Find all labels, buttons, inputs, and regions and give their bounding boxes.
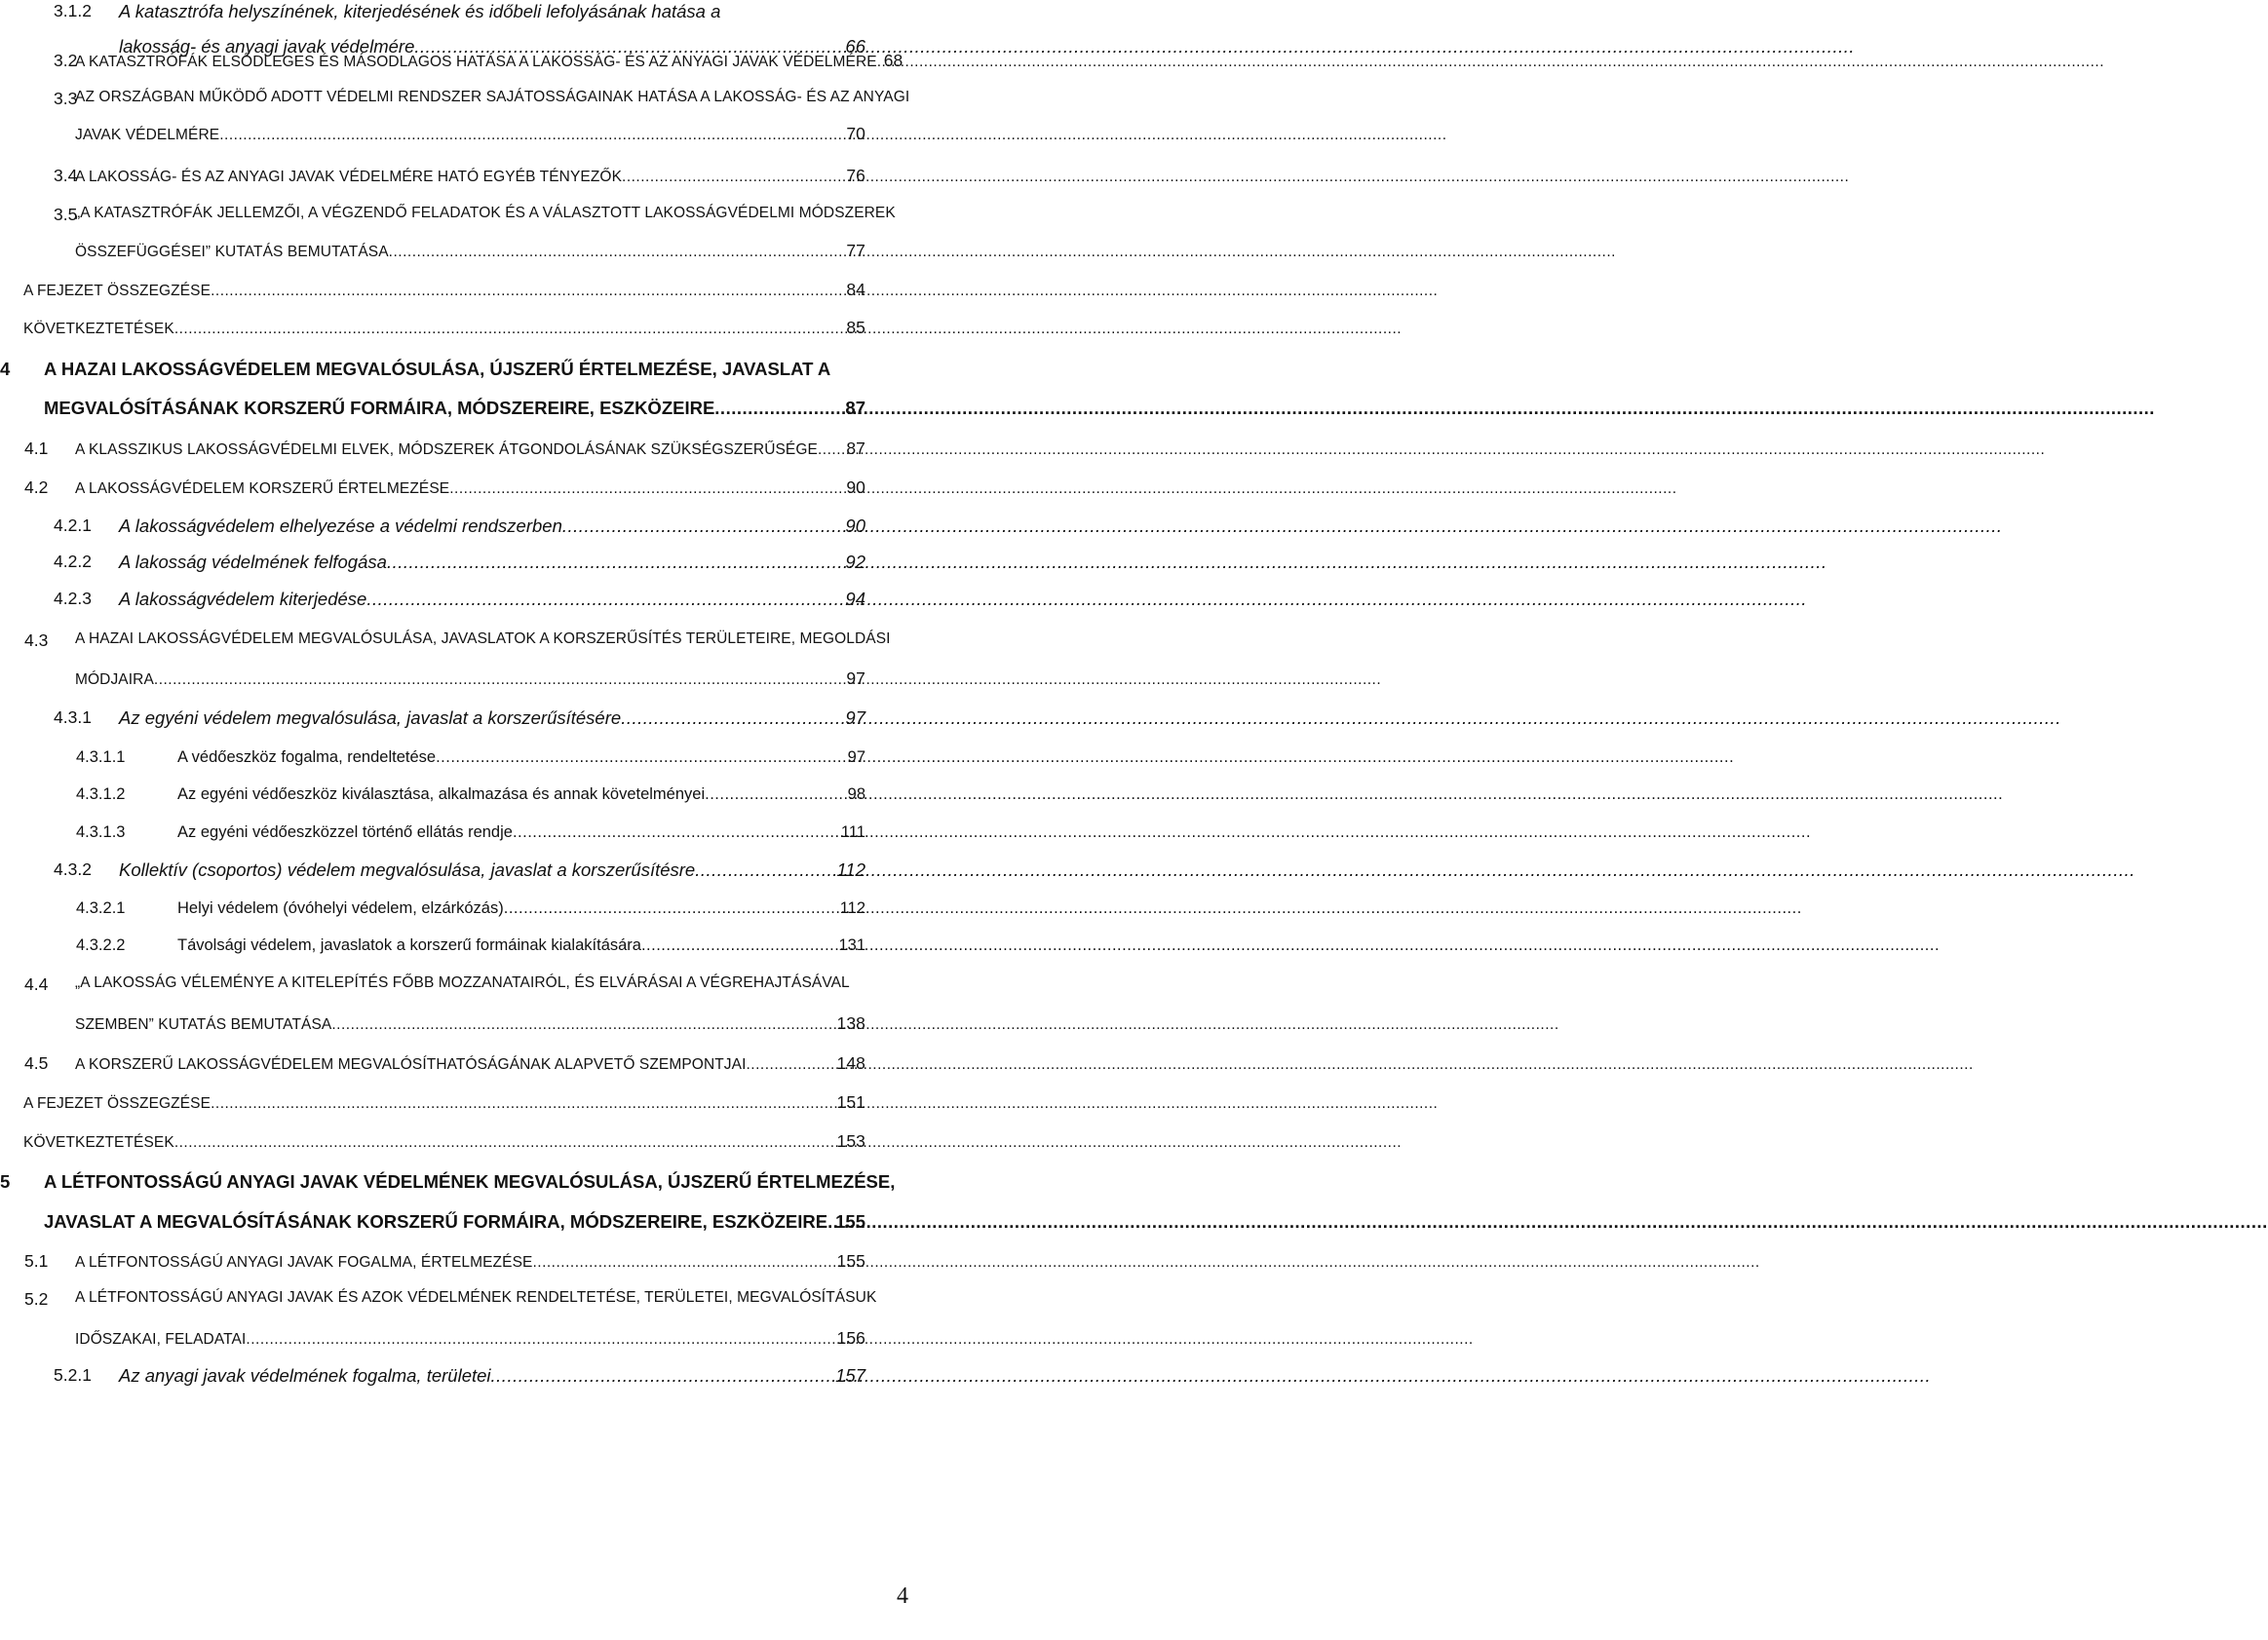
- dot-leader: [695, 859, 835, 881]
- toc-entry-title: „A LAKOSSÁG VÉLEMÉNYE A KITELEPÍTÉS FŐBB MOZZANATAIRÓL, ÉS ELVÁRÁSAI A VÉGREHAJTÁSÁVAL: [75, 974, 850, 991]
- toc-entry-page: 131: [838, 936, 865, 954]
- toc-entry-page: 90: [846, 477, 865, 497]
- toc-entry-title: A FEJEZET ÖSSZEGZÉSE: [23, 283, 211, 299]
- dot-leader: [513, 823, 840, 842]
- dot-leader: [174, 1134, 836, 1152]
- dot-leader: [174, 321, 846, 338]
- toc-entry-page: 66: [845, 36, 865, 57]
- toc-entry-page: 98: [847, 785, 865, 803]
- toc-entry-page: 92: [845, 552, 865, 572]
- dot-leader: [827, 1211, 834, 1233]
- dot-leader: [491, 1365, 835, 1387]
- toc-entry-number: 4: [0, 359, 11, 379]
- toc-entry-number: 4.3.1: [54, 707, 92, 727]
- toc-entry-number: 4.3.1.3: [76, 823, 126, 841]
- toc-entry-page: 76: [846, 166, 865, 185]
- toc-entry-page: 157: [835, 1365, 865, 1386]
- toc-entry-title: MEGVALÓSÍTÁSÁNAK KORSZERŰ FORMÁIRA, MÓDSZEREIRE, ESZKÖZEIRE: [44, 398, 715, 418]
- dot-leader: [622, 169, 845, 186]
- toc-entry-title: Helyi védelem (óvóhelyi védelem, elzárkózás): [177, 899, 504, 917]
- toc-entry-number: 4.3.1.1: [76, 748, 126, 766]
- toc-entry-page: 153: [836, 1131, 865, 1151]
- dot-leader: [366, 589, 844, 610]
- dot-leader: [818, 441, 845, 459]
- toc-entry-page: 148: [836, 1053, 865, 1073]
- toc-entry-number: 5.2.1: [54, 1365, 92, 1385]
- toc-entry-page: 156: [836, 1328, 865, 1348]
- toc-entry-number: 4.3.2.2: [76, 936, 126, 954]
- toc-entry-page: 87: [845, 398, 865, 418]
- toc-entry-title: A lakosság védelmének felfogása: [119, 552, 387, 572]
- toc-entry-title: A HAZAI LAKOSSÁGVÉDELEM MEGVALÓSULÁSA, ÚJSZERŰ ÉRTELMEZÉSE, JAVASLAT A: [44, 359, 831, 379]
- dot-leader: [211, 283, 845, 300]
- dot-leader: [154, 671, 845, 689]
- toc-entry-title: A védőeszköz fogalma, rendeltetése: [177, 748, 437, 766]
- toc-entry-page: 84: [846, 280, 865, 299]
- toc-entry-page: 138: [836, 1013, 865, 1033]
- toc-entry-title: A LAKOSSÁG- ÉS AZ ANYAGI JAVAK VÉDELMÉRE HATÓ EGYÉB TÉNYEZŐK: [75, 169, 623, 185]
- toc-entry-number: 3.3: [54, 89, 78, 108]
- toc-entry-number: 5: [0, 1171, 11, 1192]
- toc-entry-title: A katasztrófa helyszínének, kiterjedésének és időbeli lefolyásának hatása a: [119, 1, 721, 21]
- dot-leader: [714, 398, 844, 419]
- toc-entry-page: 85: [846, 318, 865, 337]
- toc-entry-page: 111: [840, 823, 865, 841]
- toc-entry-number: 4.4: [24, 974, 49, 994]
- toc-entry-number: 4.3.2.1: [76, 899, 126, 917]
- toc-entry-number: 4.3.1.2: [76, 785, 126, 803]
- toc-entry-number: 4.2.1: [54, 515, 92, 535]
- toc-entry-title: JAVAK VÉDELMÉRE: [75, 127, 220, 143]
- toc-entry-number: 4.3: [24, 630, 49, 650]
- toc-entry-page: 155: [835, 1211, 865, 1232]
- toc-entry-page: 112: [836, 859, 865, 880]
- dot-leader: [436, 748, 847, 767]
- dot-leader: [219, 127, 845, 144]
- toc-entry-number: 4.5: [24, 1053, 49, 1073]
- toc-entry-title: Távolsági védelem, javaslatok a korszerű formáinak kialakítására: [177, 936, 641, 954]
- toc-entry-title: IDŐSZAKAI, FELADATAI: [75, 1331, 247, 1348]
- toc-entry-number: 4.3.2: [54, 859, 92, 879]
- dot-leader: [747, 1056, 836, 1074]
- toc-entry-title: KÖVETKEZTETÉSEK: [23, 1134, 174, 1151]
- toc-entry-number: 4.1: [24, 439, 49, 458]
- toc-entry-page: 68: [883, 51, 903, 70]
- toc-entry-title: JAVASLAT A MEGVALÓSÍTÁSÁNAK KORSZERŰ FORMÁIRA, MÓDSZEREIRE, ESZKÖZEIRE: [44, 1211, 828, 1232]
- toc-entry-page: 151: [836, 1092, 865, 1112]
- toc-entry-title: KÖVETKEZTETÉSEK: [23, 321, 174, 337]
- toc-entry-number: 4.2.2: [54, 552, 92, 571]
- dot-leader: [562, 515, 845, 537]
- toc-entry-page: 97: [846, 668, 865, 688]
- toc-entry-title: A LAKOSSÁGVÉDELEM KORSZERŰ ÉRTELMEZÉSE: [75, 480, 450, 497]
- toc-entry-number: 3.4: [54, 166, 78, 185]
- toc-entry-title: A KLASSZIKUS LAKOSSÁGVÉDELMI ELVEK, MÓDSZEREK ÁTGONDOLÁSÁNAK SZÜKSÉGSZERŰSÉGE: [75, 441, 818, 458]
- toc-entry-number: 5.1: [24, 1251, 49, 1271]
- dot-leader: [211, 1095, 835, 1113]
- dot-leader: [621, 707, 844, 729]
- toc-entry-page: 90: [845, 515, 865, 536]
- toc-entry-title: A lakosságvédelem elhelyezése a védelmi rendszerben: [119, 515, 562, 536]
- toc-entry-number: 4.2: [24, 477, 49, 497]
- toc-entry-title: A FEJEZET ÖSSZEGZÉSE: [23, 1095, 211, 1112]
- toc-entry-page: 97: [847, 748, 865, 766]
- toc-entry-page: 112: [839, 899, 865, 917]
- toc-entry-title: Az egyéni védőeszköz kiválasztása, alkalmazása és annak követelményei: [177, 785, 706, 803]
- toc-entry-title: A LÉTFONTOSSÁGÚ ANYAGI JAVAK VÉDELMÉNEK MEGVALÓSULÁSA, ÚJSZERŰ ÉRTELMEZÉSE,: [44, 1171, 896, 1192]
- table-of-contents: [0, 0, 936, 1640]
- dot-leader: [705, 785, 847, 804]
- toc-entry-title: A LÉTFONTOSSÁGÚ ANYAGI JAVAK ÉS AZOK VÉDELMÉNEK RENDELTETÉSE, TERÜLETEI, MEGVALÓSÍTÁSUK: [75, 1289, 877, 1306]
- toc-entry-number: 3.1.2: [54, 1, 92, 20]
- toc-entry-page: 94: [845, 589, 865, 609]
- toc-entry-number: 4.2.3: [54, 589, 92, 608]
- dot-leader: [504, 899, 839, 918]
- toc-entry-title: „A KATASZTRÓFÁK JELLEMZŐI, A VÉGZENDŐ FELADATOK ÉS A VÁLASZTOTT LAKOSSÁGVÉDELMI MÓDSZEREK: [75, 205, 896, 221]
- toc-entry-page: 77: [846, 241, 865, 260]
- toc-entry-title: Az egyéni védőeszközzel történő ellátás rendje: [177, 823, 513, 841]
- toc-entry-title: A HAZAI LAKOSSÁGVÉDELEM MEGVALÓSULÁSA, JAVASLATOK A KORSZERŰSÍTÉS TERÜLETEIRE, MEGOLDÁSI: [75, 630, 891, 647]
- toc-entry-title: A lakosságvédelem kiterjedése: [119, 589, 367, 609]
- toc-entry-title: SZEMBEN” KUTATÁS BEMUTATÁSA: [75, 1016, 332, 1033]
- toc-entry-title: Az anyagi javak védelmének fogalma, területei: [119, 1365, 491, 1386]
- toc-entry-title: AZ ORSZÁGBAN MŰKÖDŐ ADOTT VÉDELMI RENDSZER SAJÁTOSSÁGAINAK HATÁSA A LAKOSSÁG- ÉS AZ ANYAGI: [75, 89, 910, 105]
- toc-entry-title: Kollektív (csoportos) védelem megvalósulása, javaslat a korszerűsítésre: [119, 859, 696, 880]
- dot-leader: [641, 936, 838, 955]
- toc-entry-number: 3.5: [54, 205, 78, 224]
- toc-entry-title: ÖSSZEFÜGGÉSEI” KUTATÁS BEMUTATÁSA: [75, 244, 389, 260]
- toc-entry-title: A LÉTFONTOSSÁGÚ ANYAGI JAVAK FOGALMA, ÉRTELMEZÉSE: [75, 1254, 533, 1271]
- toc-entry-title: MÓDJAIRA: [75, 671, 154, 688]
- dot-leader: [532, 1254, 835, 1272]
- toc-entry-number: 5.2: [24, 1289, 49, 1309]
- toc-entry-title: Az egyéni védelem megvalósulása, javaslat a korszerűsítésére: [119, 707, 622, 728]
- toc-entry-page: 155: [836, 1251, 865, 1271]
- dot-leader: [449, 480, 845, 498]
- toc-entry-page: 87: [846, 439, 865, 458]
- dot-leader: [389, 244, 846, 261]
- toc-entry-page: 97: [845, 707, 865, 728]
- page-number: 4: [897, 1583, 908, 1609]
- toc-entry-title: A KATASZTRÓFÁK ELSŐDLEGES ÉS MÁSODLAGOS HATÁSA A LAKOSSÁG- ÉS AZ ANYAGI JAVAK VÉDELMÉRE: [75, 54, 877, 70]
- toc-entry-number: 3.2: [54, 51, 78, 70]
- dot-leader: [246, 1331, 835, 1349]
- toc-entry-page: 70: [846, 124, 865, 143]
- toc-entry-title: lakosság- és anyagi javak védelmére: [119, 36, 415, 57]
- dot-leader: [387, 552, 844, 573]
- dot-leader: [331, 1016, 835, 1034]
- toc-entry-title: A KORSZERŰ LAKOSSÁGVÉDELEM MEGVALÓSÍTHATÓSÁGÁNAK ALAPVETŐ SZEMPONTJAI: [75, 1056, 747, 1073]
